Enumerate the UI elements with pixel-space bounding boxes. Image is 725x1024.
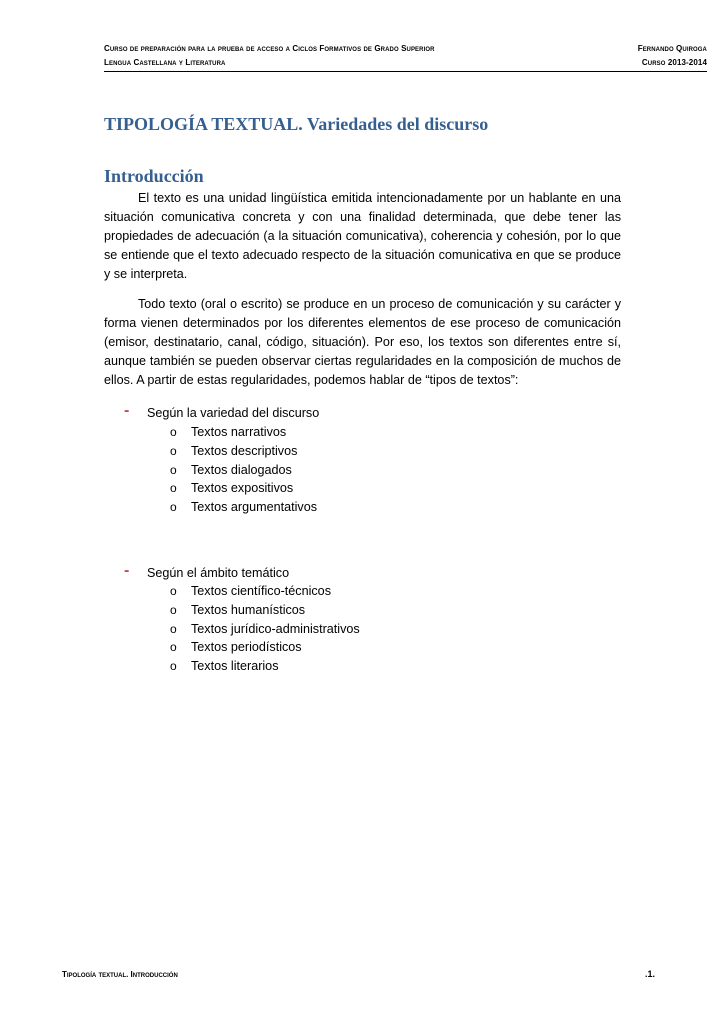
header-course-title: Curso de preparación para la prueba de acceso a Ciclos Formativos de Grado Superior [104,44,435,53]
circle-bullet-icon: o [170,481,177,496]
paragraph-1: El texto es una unidad lingüística emitida intencionadamente por un hablante en una situación comunicativa concreta y con una finalidad determinada, que debe tener las propiedades de adecuación (a la situación comunicativa), coherencia y cohesión, por lo que se entiende que el texto adecuado respecto de la situación comunicativa en que se produce y se interpreta. [104,191,621,281]
header-course-year: Curso 2013-2014 [641,58,707,67]
footer-document-title: Tipología textual. Introducción [62,970,178,979]
list-item-text: Textos jurídico-administrativos [191,621,360,636]
list-item-text: Textos expositivos [191,481,294,496]
document-title: TIPOLOGÍA TEXTUAL. Variedades del discurso [104,114,489,134]
circle-bullet-icon: o [170,621,177,636]
circle-bullet-icon: o [170,425,177,439]
page-header [104,44,707,72]
dash-bullet-icon: - [124,562,130,579]
circle-bullet-icon: o [170,584,177,598]
list-item-label: Según la variedad del discurso [147,406,320,420]
list-item-text: Textos argumentativos [191,500,317,515]
paragraph-2: Todo texto (oral o escrito) se produce en un proceso de comunicación y su carácter y forma vienen determinados por los diferentes elementos de ese proceso de comunicación (emisor, destinatario, canal, código, situación). Por eso, los textos son diferentes entre sí, aunque también se pueden observar ciertas regularidades en la composición de muchos de ellos. A partir de estas regularidades, podemos hablar de “tipos de textos”: [104,297,621,387]
dash-bullet-icon: - [124,402,130,419]
circle-bullet-icon: o [170,640,177,655]
list-item-text: Textos dialogados [191,462,292,477]
header-author: Fernando Quiroga [637,44,707,53]
list-item-text: Textos científico-técnicos [191,584,331,598]
list-item-text: Textos humanísticos [191,602,306,617]
list-item-text: Textos narrativos [191,425,287,439]
circle-bullet-icon: o [170,659,177,674]
list-item-text: Textos descriptivos [191,443,298,458]
header-subject: Lengua Castellana y Literatura [104,58,226,67]
circle-bullet-icon: o [170,443,177,458]
list-item-text: Textos literarios [191,659,279,674]
page-number: .1. [645,969,656,979]
list-item-text: Textos periodísticos [191,640,302,655]
circle-bullet-icon: o [170,602,177,617]
list-item-label: Según el ámbito temático [147,566,290,580]
circle-bullet-icon: o [170,500,177,515]
section-heading: Introducción [104,166,204,186]
circle-bullet-icon: o [170,462,177,477]
